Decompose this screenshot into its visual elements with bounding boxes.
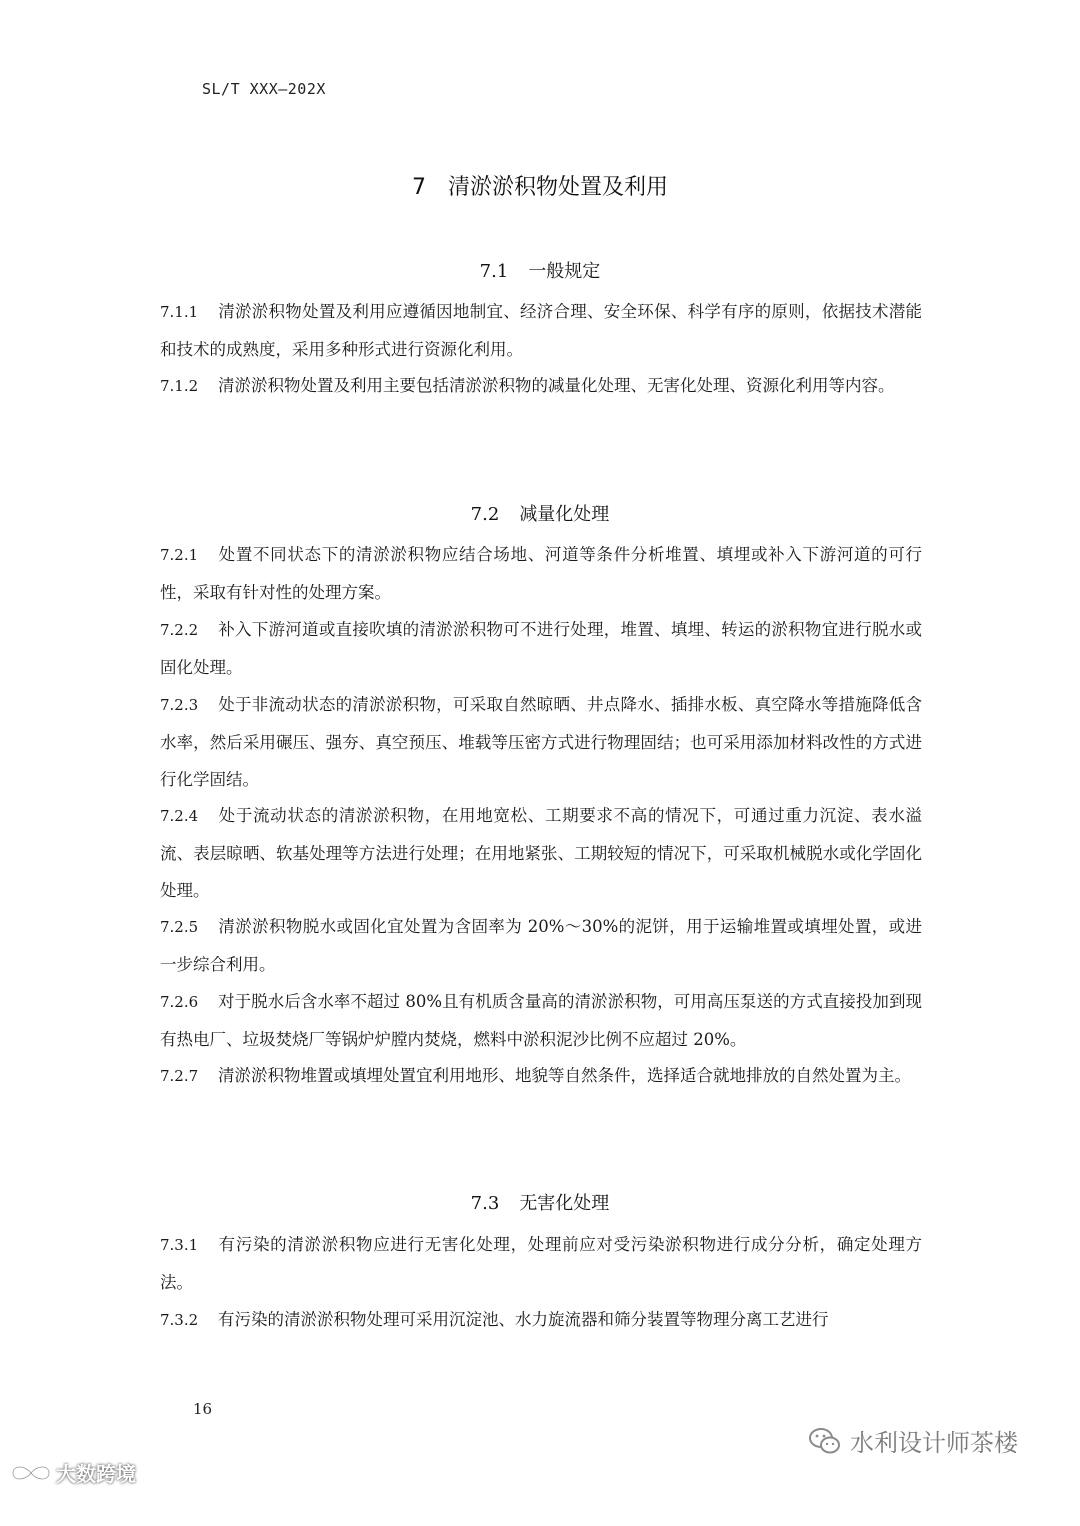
clause-text: 对于脱水后含水率不超过 80%且有机质含量高的清淤淤积物，可用高压泵送的方式直接投加到现有热电厂、垃圾焚烧厂等锅炉炉膛内焚烧，燃料中淤积泥沙比例不应超过 20%。 [160, 992, 922, 1049]
clause-number: 7.2.6 [160, 993, 199, 1011]
watermark-right-text: 水利设计师茶楼 [850, 1429, 1018, 1457]
clause-number: 7.2.5 [160, 918, 199, 936]
clause-text: 有污染的清淤淤积物应进行无害化处理，处理前应对受污染淤积物进行成分分析，确定处理方法。 [160, 1235, 922, 1292]
clause-7-1-1 [160, 293, 922, 368]
chapter-number: 7 [411, 175, 426, 200]
section-number: 7.1 [479, 261, 509, 282]
wechat-icon [808, 1426, 842, 1456]
clause-number: 7.2.1 [160, 546, 199, 564]
clause-7-2-7 [160, 1057, 922, 1095]
clause-7-2-6 [160, 983, 922, 1058]
clause-number: 7.3.1 [160, 1236, 199, 1254]
watermark-brand [10, 1458, 136, 1487]
clause-7-3-2 [160, 1301, 922, 1339]
clause-7-2-3 [160, 686, 922, 798]
clause-7-2-5 [160, 908, 922, 983]
clause-7-3-1 [160, 1226, 922, 1301]
clause-text: 清淤淤积物堆置或填埋处置宜利用地形、地貌等自然条件，选择适合就地排放的自然处置为主。 [218, 1066, 911, 1085]
document-code: SL/T XXX—202X [202, 80, 326, 98]
clause-number: 7.2.7 [160, 1067, 199, 1085]
clause-number: 7.2.3 [160, 696, 199, 714]
section-title-text: 减量化处理 [519, 504, 610, 525]
section-number: 7.3 [470, 1193, 500, 1214]
clause-number: 7.3.2 [160, 1311, 199, 1329]
clause-7-1-2 [160, 367, 922, 405]
section-number: 7.2 [470, 504, 500, 525]
section-title-7-3 [0, 1189, 1080, 1215]
watermark-wechat [808, 1423, 1018, 1458]
section-title-text: 一般规定 [528, 261, 601, 282]
clause-number: 7.1.1 [160, 303, 199, 321]
clause-text: 处于非流动状态的清淤淤积物，可采取自然晾晒、井点降水、插排水板、真空降水等措施降低含水率，然后采用碾压、强夯、真空预压、堆载等压密方式进行物理固结；也可采用添加材料改性的方式进行化学固结。 [160, 695, 922, 789]
chapter-title-text: 清淤淤积物处置及利用 [447, 175, 668, 200]
clause-text: 处于流动状态的清淤淤积物，在用地宽松、工期要求不高的情况下，可通过重力沉淀、表水溢流、表层晾晒、软基处理等方法进行处理；在用地紧张、工期较短的情况下，可采取机械脱水或化学固化处理。 [160, 806, 922, 900]
clause-text: 有污染的清淤淤积物处理可采用沉淀池、水力旋流器和筛分装置等物理分离工艺进行 [218, 1310, 829, 1329]
clause-text: 处置不同状态下的清淤淤积物应结合场地、河道等条件分析堆置、填埋或补入下游河道的可行性，采取有针对性的处理方案。 [160, 545, 922, 602]
section-title-7-2 [0, 500, 1080, 526]
page-number: 16 [193, 1400, 213, 1418]
clause-7-2-1 [160, 536, 922, 611]
section-title-text: 无害化处理 [519, 1193, 610, 1214]
section-title-7-1 [0, 257, 1080, 283]
watermark-left-text: 大数跨境 [56, 1462, 136, 1486]
clause-7-2-2 [160, 611, 922, 686]
clause-text: 清淤淤积物处置及利用主要包括清淤淤积物的减量化处理、无害化处理、资源化利用等内容。 [218, 376, 895, 395]
clause-number: 7.1.2 [160, 377, 199, 395]
brand-logo-icon [10, 1460, 52, 1486]
clause-text: 清淤淤积物处置及利用应遵循因地制宜、经济合理、安全环保、科学有序的原则，依据技术潜能和技术的成熟度，采用多种形式进行资源化利用。 [160, 302, 922, 359]
clause-text: 补入下游河道或直接吹填的清淤淤积物可不进行处理，堆置、填埋、转运的淤积物宜进行脱水或固化处理。 [160, 620, 922, 677]
clause-text: 清淤淤积物脱水或固化宜处置为含固率为 20%～30%的泥饼，用于运输堆置或填埋处置，或进一步综合利用。 [160, 917, 922, 974]
clause-number: 7.2.2 [160, 621, 199, 639]
clause-7-2-4 [160, 797, 922, 909]
chapter-title [0, 170, 1080, 201]
clause-number: 7.2.4 [160, 807, 199, 825]
